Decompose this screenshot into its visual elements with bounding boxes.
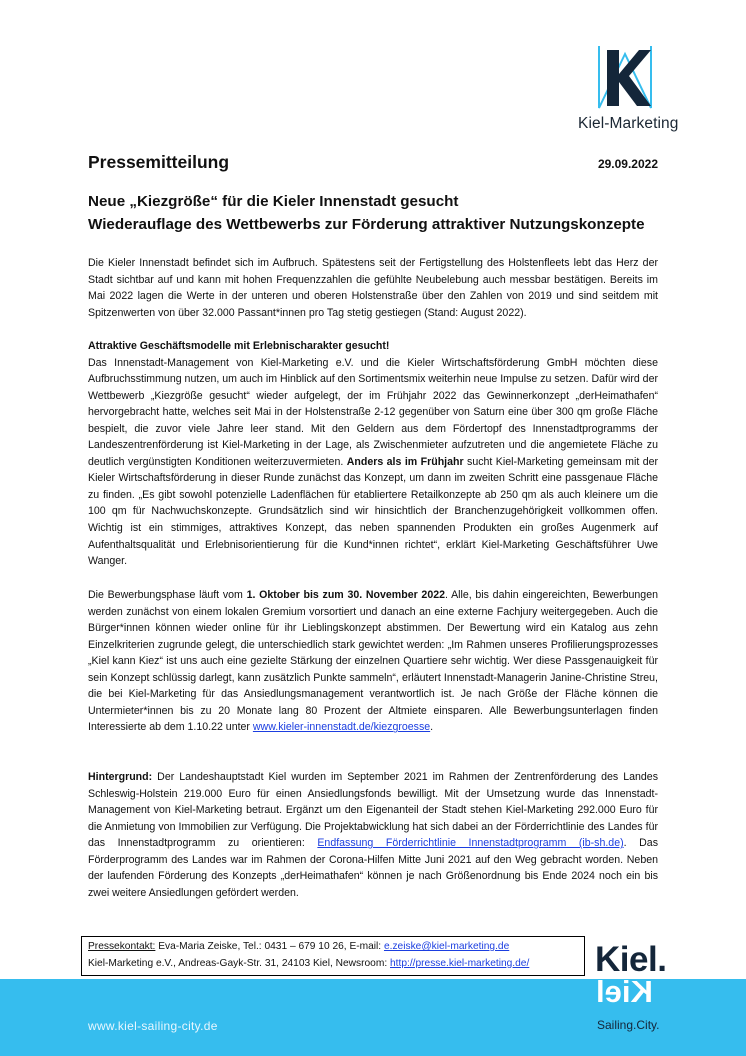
body-text: Der Landeshauptstadt Kiel wurden im September 2021 im Rahmen der Zentrenförderung des Landes Schleswig-Holstein 219.000 Euro für einen Ansiedlungsfonds bewilligt. Mit der Umsetzung wurde das Innenstadt-Management von Kiel-Marketing betraut. Ergänzt um den Eigenanteil der Stadt stehen Kiel-Marketing 292.000 Euro für die Anmietung von Immobilien zur Verfügung. Die Projektabwicklung hat sich dabei an der Förderrichtlinie des Landes für das Innenstadtprogramm zu orientieren:: [88, 771, 658, 850]
paragraph-application: [88, 587, 658, 736]
logo-tagline: Sailing.City.: [597, 1018, 660, 1032]
paragraph-intro: [88, 255, 658, 321]
body-text: sucht Kiel-Marketing gemeinsam mit der Kieler Wirtschaftsförderung in dieser Runde zunächst das Konzept, um dann im zweiten Schritt eine passgenaue Fläche zu finden. „Es gibt sowohl potenzielle Ladenflächen für etabliertere Retailkonzepte ab 250 qm als auch kleinere um die 100 qm für Nachwuchskonzepte. Grundsätzlich sind wir hinsichtlich der Branchenzugehörigkeit vollkommen offen. Wichtig ist ein stimmiges, attraktives Konzept, das neben spannenden Produkten ein großes Augenmerk auf Aufenthaltsqualität und Erlebnisorientierung für die Kund*innen richtet“, erklärt Kiel-Marketing Geschäftsführer Uwe Wanger.: [88, 455, 659, 568]
kiel-marketing-k-logo-icon: [595, 44, 655, 110]
document-date: 29.09.2022: [597, 157, 658, 171]
body-text: . Das Förderprogramm des Landes war im Rahmen der Corona-Hilfen Mitte Juni 2021 auf den Weg gebracht worden. Neben der laufenden Förderung des Konzepts „derHeimathafen“ können je nach Größenordnung bis Ende 2024 noch ein bis zwei weitere Ansiedlungen gefördert werden.: [88, 837, 658, 899]
paragraph-business-models: [88, 338, 658, 570]
logo-mirror-wordmark: Kiel: [596, 974, 653, 1009]
background-label: Hintergrund:: [88, 771, 153, 783]
section-heading: Attraktive Geschäftsmodelle mit Erlebnischarakter gesucht!: [88, 340, 390, 352]
paragraph-background: [88, 769, 658, 901]
contact-text: Eva-Maria Zeiske, Tel.: 0431 – 679 10 26, E-mail:: [155, 941, 384, 952]
kiel-marketing-logo: [578, 44, 683, 132]
logo-wordmark: Kiel.: [595, 940, 667, 979]
body-text: Das Innenstadt-Management von Kiel-Marketing e.V. und die Kieler Wirtschaftsförderung GmbH möchten diese Aufbruchsstimmung nutzen, um auch im Hinblick auf den Sortimentsmix weiterhin neue Impulse zu setzen. Dafür wird der Wettbewerb „Kiezgröße gesucht“ wieder aufgelegt, der im Frühjahr 2022 das Gewinnerkonzept „derHeimathafen“ hervorgebracht hatte, welches seit Mai in der Holstenstraße 2-12 gegenüber von Saturn eine über 300 qm große Fläche bespielt, die zuvor viele Jahre leer stand. Mit den Geldern aus dem Fördertopf des Innenstadtprogramms der Landeszentrenförderung ist Kiel-Marketing in der Lage, als Zwischenmieter aufzutreten und die angemietete Fläche zu deutlich vergünstigten Konditionen weiterzuvermieten.: [88, 356, 658, 468]
contact-label: Pressekontakt:: [88, 941, 156, 952]
document-header: [88, 152, 658, 173]
press-contact-box: [81, 936, 585, 976]
application-period: 1. Oktober bis zum 30. November 2022: [246, 589, 445, 601]
body-text: . Alle, bis dahin eingereichten, Bewerbungen werden zunächst von einem lokalen Gremium vorsortiert und danach an eine externe Fachjury weitergegeben. Auch die Bürger*innen können wieder online für ihr Lieblingskonzept abstimmen. Der Bewertung wird ein Katalog aus zehn Einzelkriterien zugrunde gelegt, die unterschiedlich stark gewichtet werden: „Im Rahmen unseres Profilierungsprozesses „Kiel kann Kiez“ ist uns auch eine gezielte Stärkung der einzelnen Quartiere sehr wichtig. Wer diese Passgenauigkeit für sein Konzept schlüssig darlegt, kann zusätzlich Punkte sammeln“, erläutert Innenstadt-Managerin Janine-Christine Streu, die bei Kiel-Marketing für das Ansiedlungsmanagement verantwortlich ist. Je nach Größe der Fläche können die Untermieter*innen bis zu 20 Monate lang 80 Prozent der Altmiete einsparen. Alle Bewerbungsunterlagen finden Interessierte ab dem 1.10.22 unter: [88, 589, 658, 734]
address-text: Kiel-Marketing e.V., Andreas-Gayk-Str. 31, 24103 Kiel, Newsroom:: [88, 957, 390, 969]
intro-text: Die Kieler Innenstadt befindet sich im Aufbruch. Spätestens seit der Fertigstellung des Holstenfleets lebt das Herz der Stadt sichtbar auf und kann mit hohen Frequenzzahlen die gefühlte Neubelebung auch messbar bestätigen. Bereits im Mai 2022 lagen die Werte in der unteren und oberen Holstenstraße über den Zahlen von 2019 und sind seitdem mit Spitzenwerten von über 32.000 Passant*innen pro Tag stetig gestiegen (Stand: August 2022).: [88, 257, 658, 319]
subheadline: Wiederauflage des Wettbewerbs zur Förderung attraktiver Nutzungskonzepte: [88, 216, 645, 233]
email-link[interactable]: e.zeiske@kiel-marketing.de: [383, 941, 510, 952]
body-text: .: [430, 721, 434, 734]
footer-url: www.kiel-sailing-city.de: [88, 1019, 218, 1033]
newsroom-link[interactable]: http://presse.kiel-marketing.de/: [390, 957, 530, 969]
kiezgroesse-link[interactable]: www.kieler-innenstadt.de/kiezgroesse: [252, 721, 431, 734]
bold-text: Anders als im Frühjahr: [346, 455, 464, 468]
foerderrichtlinie-link[interactable]: Endfassung Förderrichtlinie Innenstadtprogramm (ib-sh.de): [317, 837, 624, 850]
brand-name: Kiel-Marketing: [578, 115, 679, 132]
document-type: Pressemitteilung: [88, 152, 230, 172]
title-block: [88, 190, 668, 236]
body-text: Die Bewerbungsphase läuft vom: [88, 589, 247, 601]
kiel-sailing-city-logo: [595, 942, 705, 1042]
headline: Neue „Kiezgröße“ für die Kieler Innenstadt gesucht: [88, 193, 459, 210]
